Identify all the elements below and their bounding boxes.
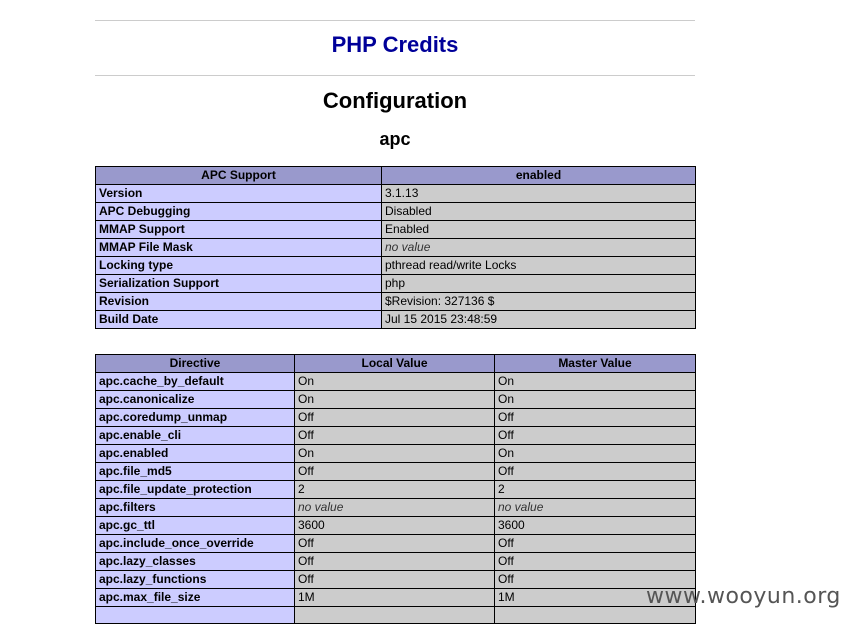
table-row <box>96 571 696 589</box>
support-value: Enabled <box>382 221 696 239</box>
table-row <box>96 185 696 203</box>
table-row <box>96 275 696 293</box>
support-value: pthread read/write Locks <box>382 257 696 275</box>
support-value: $Revision: 327136 $ <box>382 293 696 311</box>
master-value: no value <box>495 499 696 517</box>
directive-name: apc.max_file_size <box>96 589 295 607</box>
table-row <box>96 239 696 257</box>
master-value: On <box>495 373 696 391</box>
table-row <box>96 373 696 391</box>
table-row <box>96 203 696 221</box>
directive-name: apc.file_md5 <box>96 463 295 481</box>
directive-name: apc.coredump_unmap <box>96 409 295 427</box>
support-name: MMAP File Mask <box>96 239 382 257</box>
directive-name: apc.file_update_protection <box>96 481 295 499</box>
local-value: On <box>295 373 495 391</box>
support-name: Serialization Support <box>96 275 382 293</box>
table-row <box>96 391 696 409</box>
table-row <box>96 293 696 311</box>
table-row <box>96 445 696 463</box>
master-value: 1M <box>495 589 696 607</box>
table-row <box>96 535 696 553</box>
support-header-row <box>96 167 696 185</box>
local-value: Off <box>295 535 495 553</box>
table-row <box>96 257 696 275</box>
directive-name: apc.filters <box>96 499 295 517</box>
apc-support-table <box>95 166 696 329</box>
support-header-value: enabled <box>382 167 696 185</box>
local-value: Off <box>295 409 495 427</box>
support-name: MMAP Support <box>96 221 382 239</box>
support-value: Disabled <box>382 203 696 221</box>
master-value: Off <box>495 535 696 553</box>
local-value <box>295 607 495 624</box>
support-name: Build Date <box>96 311 382 329</box>
local-value: 1M <box>295 589 495 607</box>
support-name: APC Debugging <box>96 203 382 221</box>
table-row <box>96 221 696 239</box>
table-row <box>96 463 696 481</box>
configuration-heading: Configuration <box>322 88 468 113</box>
table-row <box>96 311 696 329</box>
table-row <box>96 517 696 535</box>
master-value: Off <box>495 571 696 589</box>
directive-name: apc.cache_by_default <box>96 373 295 391</box>
watermark: www.wooyun.org <box>646 584 841 609</box>
master-value <box>495 607 696 624</box>
local-value: On <box>295 445 495 463</box>
table-row <box>96 499 696 517</box>
support-value: no value <box>382 239 696 257</box>
credits-divider <box>95 75 695 76</box>
local-value: 2 <box>295 481 495 499</box>
local-value: Off <box>295 427 495 445</box>
table-row <box>96 589 696 607</box>
support-name: Version <box>96 185 382 203</box>
local-value: Off <box>295 571 495 589</box>
table-row <box>96 481 696 499</box>
extension-heading: apc <box>379 129 411 149</box>
support-value: 3.1.13 <box>382 185 696 203</box>
support-name: Locking type <box>96 257 382 275</box>
local-value: On <box>295 391 495 409</box>
support-header-name: APC Support <box>96 167 382 185</box>
directive-name: apc.include_once_override <box>96 535 295 553</box>
directive-name: apc.lazy_functions <box>96 571 295 589</box>
table-row <box>96 427 696 445</box>
master-value-header: Master Value <box>495 355 696 373</box>
php-credits-link[interactable]: PHP Credits <box>331 32 459 57</box>
table-row-partial <box>96 607 696 624</box>
directive-header: Directive <box>96 355 295 373</box>
local-value: 3600 <box>295 517 495 535</box>
directive-header-row <box>96 355 696 373</box>
master-value: On <box>495 445 696 463</box>
local-value: Off <box>295 553 495 571</box>
local-value: Off <box>295 463 495 481</box>
directive-name <box>96 607 295 624</box>
top-divider <box>95 20 695 21</box>
apc-directive-table <box>95 354 696 624</box>
support-name: Revision <box>96 293 382 311</box>
directive-name: apc.enabled <box>96 445 295 463</box>
table-row <box>96 553 696 571</box>
master-value: Off <box>495 553 696 571</box>
table-row <box>96 409 696 427</box>
local-value-header: Local Value <box>295 355 495 373</box>
master-value: On <box>495 391 696 409</box>
support-value: php <box>382 275 696 293</box>
master-value: 3600 <box>495 517 696 535</box>
directive-name: apc.canonicalize <box>96 391 295 409</box>
master-value: Off <box>495 427 696 445</box>
support-value: Jul 15 2015 23:48:59 <box>382 311 696 329</box>
local-value: no value <box>295 499 495 517</box>
directive-name: apc.enable_cli <box>96 427 295 445</box>
directive-name: apc.lazy_classes <box>96 553 295 571</box>
master-value: Off <box>495 409 696 427</box>
master-value: Off <box>495 463 696 481</box>
directive-name: apc.gc_ttl <box>96 517 295 535</box>
master-value: 2 <box>495 481 696 499</box>
